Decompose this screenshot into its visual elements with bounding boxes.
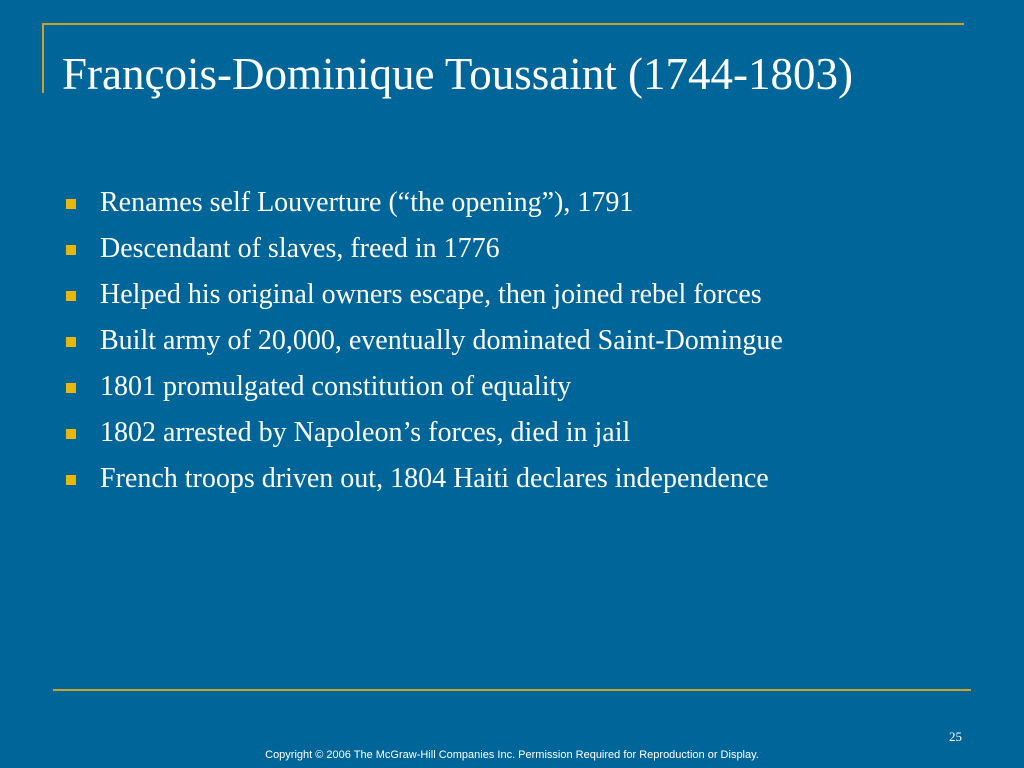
square-bullet-icon: [66, 199, 76, 209]
top-rule: [42, 23, 964, 25]
page-number: 25: [949, 729, 962, 744]
bullet-text: Helped his original owners escape, then joined rebel forces: [100, 279, 762, 310]
square-bullet-icon: [66, 475, 76, 485]
square-bullet-icon: [66, 429, 76, 439]
bullet-text: 1802 arrested by Napoleon’s forces, died in jail: [100, 417, 631, 448]
bullet-text: 1801 promulgated constitution of equality: [100, 371, 572, 402]
bullet-item: [62, 368, 922, 405]
bullet-text: Renames self Louverture (“the opening”), 1791: [100, 187, 634, 218]
square-bullet-icon: [66, 291, 76, 301]
slide-title: François-Dominique Toussaint (1744-1803): [62, 49, 853, 99]
bullet-item: [62, 276, 922, 313]
bottom-rule: [53, 689, 971, 691]
bullet-item: [62, 184, 922, 221]
bullet-item: [62, 414, 922, 451]
bullet-list: [62, 184, 922, 506]
square-bullet-icon: [66, 245, 76, 255]
bullet-text: Built army of 20,000, eventually dominated Saint-Domingue: [100, 325, 783, 356]
bullet-item: [62, 230, 922, 267]
copyright-notice: Copyright © 2006 The McGraw-Hill Companies Inc. Permission Required for Reproduction or Display.: [265, 749, 759, 761]
square-bullet-icon: [66, 383, 76, 393]
left-rule: [42, 23, 44, 93]
square-bullet-icon: [66, 337, 76, 347]
bullet-item: [62, 460, 922, 497]
bullet-text: Descendant of slaves, freed in 1776: [100, 233, 500, 264]
bullet-item: [62, 322, 922, 359]
bullet-text: French troops driven out, 1804 Haiti declares independence: [100, 463, 769, 494]
